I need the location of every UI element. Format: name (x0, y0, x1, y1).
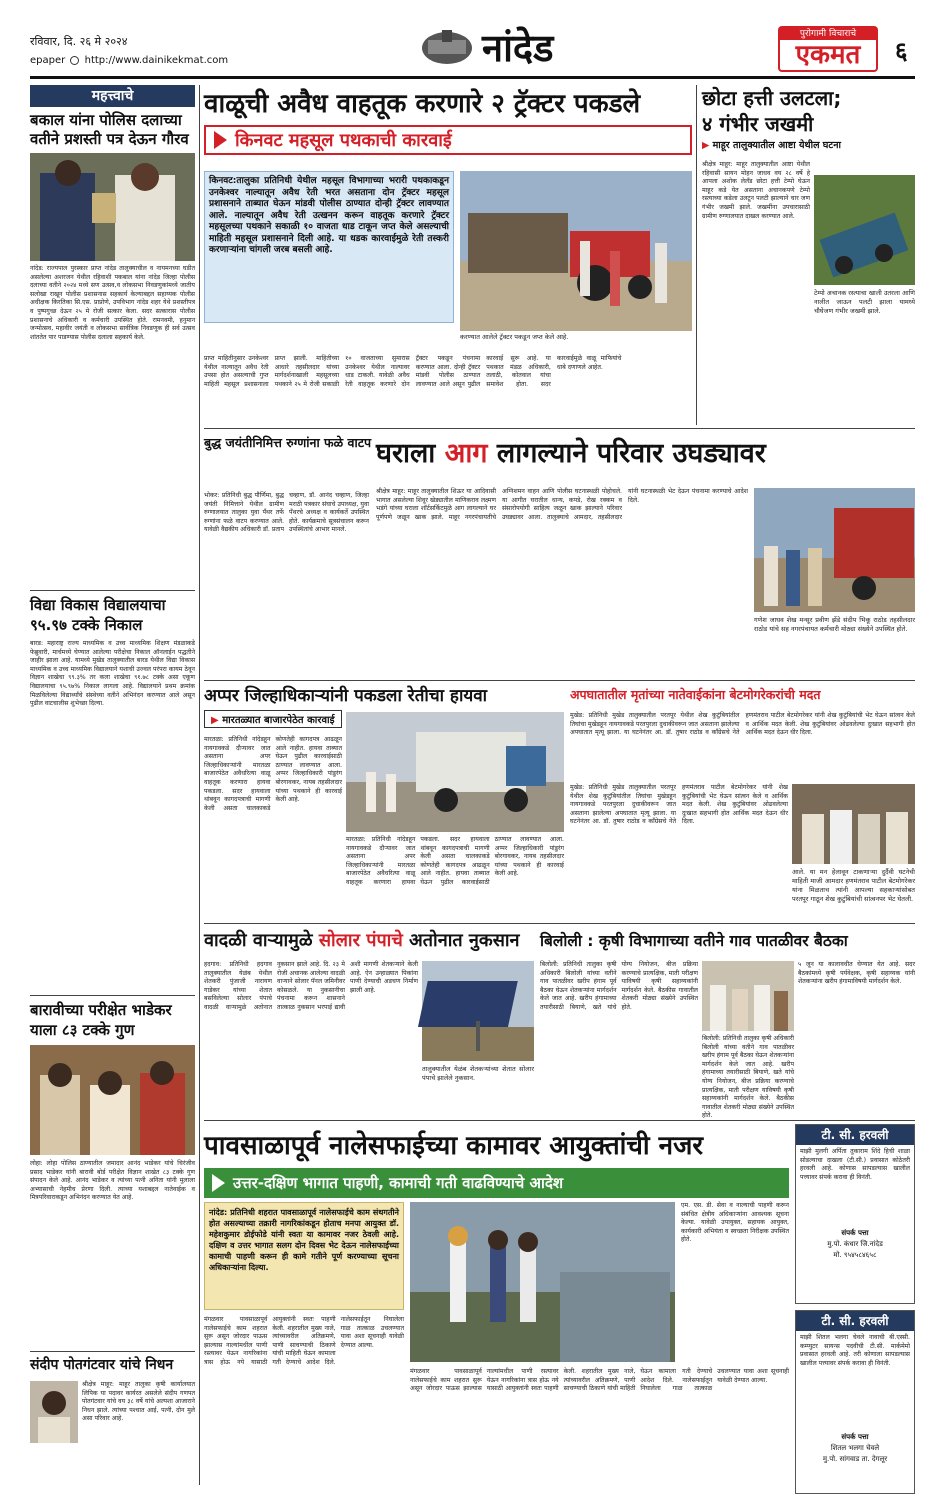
text-vidya-result: बारड: महाराष्ट्र राज्य माध्यमिक व उच्च माध्यमिक शिक्षण मंडळाकडे फेब्रुवारी, मार्चमध्ये घेण्यात आलेल्या परीक्षेचा निकाल ऑनलाईन पद्धतीने जाहीर झाला आहे. यामध्ये मुखेड तालुक्यातील बारड येथील विद्या विकास माध्यमिक व उच्च माध्यमिक विद्यालयाने यशाची उज्वल परंपरा कायम ठेवून विज्ञान शाखेचा ९९.३% तर कला शाखेचा ९१.७८ टक्के असा एकूण विद्यालयाचा ९५.९७% निकाल लागला आहे. विद्यालयाने प्रथम क्रमांक मिळविलेल्या विद्यार्थ्यांचे संस्थेच्या वतीने अभिनंदन करण्यात आले असून पुढील वाटचालीस शुभेच्छा दिल्या. (30, 640, 195, 708)
section-rule (204, 923, 915, 924)
column-rule (199, 85, 200, 1485)
lead-body: प्राप्त माहितीनुसार उनकेश्वर येथील नाल्यातून अवैध रेती उपसा होत असल्याची गुप्त माहिती महसूल प्रशासनाला प्राप्त झाली. माहितीच्या आधारे तहसीलदार यांच्या मार्गदर्शनाखाली महसूलच्या पथकाने २५ मे रोजी सकाळी १० वाजताच्या सुमारास उनकेश्वर येथील नाल्यावर धाड टाकली. यावेळी अवैध रेती वाहतूक करणारे दोन ट्रॅक्टर पकडून पंचनामा करण्यात आला. दोन्ही ट्रॅक्टर मांडवी पोलीस ठाण्यात लावण्यात आले असून पुढील कारवाई सुरू आहे. या पथकात मंडळ अधिकारी, तलाठी, कोतवाल यांचा समावेश होता. सदर कारवाईमुळे वाळू माफियांचे धाबे दणाणले आहेत. (204, 355, 622, 388)
photo-tempo (814, 175, 915, 285)
site-url: http://www.dainikekmat.com (84, 55, 229, 66)
classified-address: मु.पो. कंधार जि.नांदेड (827, 1240, 883, 1248)
text-biloli-2: बिलोली: प्रतिनिधी तालुका कृषी अधिकारी बिलोली यांच्या वतीने गाव पातळीवर खरीप हंगाम पूर्व बैठका घेऊन शेतकऱ्यांना मार्गदर्शन केले जात आहे. खरीप हंगामाच्या तयारीसाठी बियाणे, खते यांचे योग्य नियोजन, बीज प्रक्रिया करण्याचे प्रात्यक्षिक, माती परीक्षण याविषयी कृषी सहाय्यकांनी मार्गदर्शन केले. बैठकीस गावातील शेतकरी मोठ्या संख्येने उपस्थित होते. (702, 1035, 795, 1120)
text-solar: हदगाव: प्रतिनिधी हदगाव तालुक्यातील येळंब येथील शेतकरी पुंजाजी नारायण गाडेकर यांच्या शेतात बसविलेल्या सोलार पंपाचे वादळी वाऱ्यामुळे अतोनात नुकसान झाले आहे. दि. २३ मे रोजी अचानक आलेल्या वादळी वाऱ्याने सोलार पॅनल जमिनीवर कोसळले. या नुकसानीचा पंचनामा करून शासनाने तात्काळ नुकसान भरपाई द्यावी अशी मागणी शेतकऱ्याने केली आहे. ऐन उन्हाळ्यात पिकांना पाणी देण्याची अडचण निर्माण झाली आहे. (204, 961, 418, 1011)
headline-chhota-2: ४ गंभीर जखमी (702, 112, 814, 136)
section-rule (204, 680, 915, 681)
page-number: ६ (895, 37, 908, 65)
classified-tc-1 (795, 1124, 915, 1304)
text-chhota: श्रीक्षेत्र माहूर: माहूर तालुक्यातील आष्टा येथील रहिवासी सायन मोहन जाधव वय २८ वर्षे हे आपला अशोक लेलँड छोटा हत्ती टेम्पो घेऊन माहूर कडे येत असताना अचानकपणे टेम्पो रस्त्याच्या कडेला उलटून पलटी झाल्याने चार जण गंभीर जखमी झाले. जखमींना उपचारासाठी ग्रामीण रुग्णालयात दाखल करण्यात आले. (702, 161, 810, 220)
classified-contact: संपर्क पत्ता (841, 1229, 869, 1237)
text-sand-highwa-2: मारतळा: प्रतिनिधी नांदेडहून नायगावकडे दौऱ्यावर जात असताना अपर जिल्हाधिकाऱ्यांनी मारतळा बाजारपेठेत अवैधरित्या वाळू वाहतूक करणारा हायवा पकडला. सदर हायवाला थांबवून कागदपत्राची मागणी केली असता चालकाकडे कोणतेही कागदपत्र आढळून आले नाहीत. हायवा ताब्यात घेऊन पुढील कारवाईसाठी ठाण्यात लावण्यात आला. अप्पर जिल्हाधिकारी पांडुरंग बोरगावकर, नायब तहसीलदार यांच्या पथकाने ही कारवाई केली आहे. (346, 836, 564, 886)
classified-head: टी. सी. हरवली (796, 1125, 914, 1145)
text-fire: श्रीक्षेत्र माहूर: माहूर तालुक्यातील शिऊर या आदिवासी भागात असलेल्या शिवूर खेड्यातील माणिकराव लक्ष्मण भडंगे यांच्या घराला शॉर्टसर्किटमुळे आग लागल्याने घर पूर्णपणे जळून खाक झाले. माहूर नगरपंचायतीचे अग्निशमन वाहन आणि पोलीस घटनास्थळी पोहोचले. या आगीत घरातील धान्य, कपडे, रोख रक्कम व संसारोपयोगी साहित्य जळून खाक झाल्याने परिवार उघड्यावर आला. तालुक्याचे आमदार, तहसीलदार यांनी घटनास्थळी भेट देऊन पंचनामा करण्याचे आदेश दिले. (376, 488, 748, 521)
text-bhadekar: लोहा: लोहा पोलिस ठाण्यातील जमादार आनंद भाडेकर यांचे चिरंजीव प्रसाद भाडेकर यांनी बारावी बोर्ड परीक्षेत विज्ञान शाखेत ८३ टक्के गुण संपादन केले आहे. आनंद भाडेकर व त्यांच्या पत्नी अनिता यांनी मुलाला अभ्यासाची नेहमीच प्रेरणा दिली. त्याच्या यशाबद्दल नातेवाईक व मित्रपरिवाराकडून अभिनंदन करण्यात येत आहे. (30, 1160, 195, 1202)
headline-buddha: बुद्ध जयंतीनिमित्त रुग्णांना फळे वाटप (204, 435, 372, 450)
issue-date: रविवार, दि. २६ मे २०२४ (30, 35, 128, 48)
epaper-link[interactable] (30, 55, 228, 66)
photo-accident-aid (792, 784, 915, 864)
subhead-text: किनवट महसूल पथकाची कारवाई (235, 130, 452, 151)
subhead-nalesafai-text: उत्तर-दक्षिण भागात पाहणी, कामाची गती वाढविण्याचे आदेश (233, 1174, 564, 1192)
headline-fire-a: घराला (376, 438, 445, 469)
headline-sand-tractors: वाळूची अवैध वाहतूक करणारे २ ट्रॅक्टर पकडले (204, 89, 641, 119)
caption-accident-aid: आले. या मन हेलावून टाकणाऱ्या दुर्दैवी घटनेची माहिती माजी आमदार हणमंतराव पाटील बेटमोगरेकर यांना मिळताच त्यांनी आपल्या सहकाऱ्यांसोबत परतपूर गाठून शेख कुटुंबियांची सांत्वनपर भेट घेतली. (792, 868, 915, 903)
fire-story (376, 432, 915, 677)
photo-biloli (702, 961, 794, 1031)
headline-fire-c: लागल्याने परिवार उघड्यावर (487, 438, 766, 469)
classified-name: शितल भलगा चेवले (830, 1444, 880, 1452)
text-nalesafai-2: मंगळवार पावसाळापूर्व नालेसफाईचे काम शहरात सुरू असून जोरदार पाऊस झाल्यास नाल्यांमधील पाणी रस्त्यावर येऊन नागरिकांना त्रास होऊ नये यासाठी आयुक्तांनी स्वतः पाहणी केली. शहरातील मुख्य नाले, त्यांच्यावरील अतिक्रमणे, पाणी साचण्याची ठिकाणे यांची माहिती घेऊन कामाला गती देण्याचे आदेश दिले. नालेसफाईतून निघालेला गाळ तात्काळ उचलण्यात यावा अशा सूचनाही यावेळी देण्यात आल्या. (410, 1368, 789, 1393)
lead-story (204, 85, 692, 353)
headline-solar (204, 927, 534, 955)
classified-contact: संपर्क पत्ता (841, 1433, 869, 1441)
divider (30, 995, 195, 996)
arrow-icon: ▶ (702, 140, 710, 151)
caption-solar: तालुक्यातील येळंब शेतकऱ्यांच्या शेतात सोलार पंपाचे झालेले नुकसान. (422, 1065, 534, 1082)
headline-bhadekar: बारावीच्या परीक्षेत भाडेकर याला ८३ टक्के गुण (30, 1001, 172, 1039)
headline-fire-b: आग (444, 438, 488, 469)
headline-sand-highwa: अप्पर जिल्हाधिकाऱ्यांनी पकडला रेतीचा हायवा (204, 686, 488, 706)
caption-fire: गणेश जाधव शेख मन्सूर प्रवीण झेंडे संदीप भिकू राठोड तहसीलदार राठोड यांचे सह नगरपंचायत कर्मचारी मोठ्या संख्येने उपस्थित होते. (754, 616, 915, 633)
text-nalesafai: मंगळवार पावसाळापूर्व नालेसफाईचे काम शहरात सुरू असून जोरदार पाऊस झाल्यास नाल्यांमधील पाणी रस्त्यावर येऊन नागरिकांना त्रास होऊ नये यासाठी आयुक्तांनी स्वतः पाहणी केली. शहरातील मुख्य नाले, त्यांच्यावरील अतिक्रमणे, पाणी साचण्याची ठिकाणे यांची माहिती घेऊन कामाला गती देण्याचे आदेश दिले. नालेसफाईतून निघालेला गाळ तात्काळ उचलण्यात यावा अशा सूचनाही यावेळी देण्यात आल्या. (204, 1316, 404, 1366)
headline-biloli: बिलोली : कृषी विभागाच्या वतीने गाव पातळीवर बैठका (540, 932, 848, 950)
brand-logo: एकमत (795, 40, 861, 70)
chhota-hatti-story (702, 85, 915, 425)
text-obituary: श्रीक्षेत्र माहूर: माहूर तालुका कृषी कार्यालयात लिपिक या पदावर कार्यरत असलेले संदीप गणपत पोतगंटवार यांचे वय ३८ वर्षे यांचे अल्पशा आजाराने निधन झाले. त्यांच्या पश्चात आई, पत्नी, दोन मुले असा परिवार आहे. (82, 1381, 195, 1423)
masthead-rule (30, 76, 915, 79)
text-sand-highwa: मारतळा: प्रतिनिधी नांदेडहून नायगावकडे दौऱ्यावर जात असताना अपर जिल्हाधिकाऱ्यांनी मारतळा बाजारपेठेत अवैधरित्या वाळू वाहतूक करणारा हायवा पकडला. सदर हायवाला थांबवून कागदपत्राची मागणी केली असता चालकाकडे कोणतेही कागदपत्र आढळून आले नाहीत. हायवा ताब्यात घेऊन पुढील कारवाईसाठी ठाण्यात लावण्यात आला. अप्पर जिल्हाधिकारी पांडुरंग बोरगावकर, नायब तहसीलदार यांच्या पथकाने ही कारवाई केली आहे. (204, 736, 342, 812)
photo-solar (422, 961, 534, 1061)
subhead-martala-text: मारतळ्यात बाजारपेठेत कारवाई (222, 715, 335, 726)
text-accident-aid: मुखेड: प्रतिनिधी मुखेड तालुक्यातील परतपूर येथील शेख कुटुंबियांतील तिघांचा मुखेडहून नायगावकडे परतपुरला दुचाकीवरून जात असताना झालेल्या अपघातात मृत्यू झाला. या घटनेनंतर आ. डॉ. तुषार राठोड व काँग्रेसचे नेते हणमंतराव पाटील बेटमोगरेकर यांनी शेख कुटुंबियांची भेट घेऊन सांत्वन केले व आर्थिक मदत केली. शेख कुटुंबियांवर ओढवलेल्या दुःखात सहभागी होत आर्थिक मदत देऊन धीर दिला. (570, 712, 915, 737)
arrow-icon (214, 131, 227, 149)
masthead (0, 0, 945, 80)
photo-bhadekar (30, 1045, 195, 1155)
nalesafai-right: एम. एस. डी. सेवा व नाल्याची पाहणी करून संबंधित क्षेत्रीय अधिकाऱ्यांना आवश्यक सूचना केल्या. यावेळी उपायुक्त, सहायक आयुक्त, कार्यकारी अभियंता व स्वच्छता निरीक्षक उपस्थित होते. (681, 1202, 789, 1244)
caption-tractors: करण्यात आलेले ट्रॅक्टर पकडून जप्त केले आहे. (460, 333, 569, 341)
brand-tagline: पुरोगामी विचाराचे (780, 28, 876, 40)
section-label: महत्त्वाचे (30, 85, 195, 107)
subhead-martala (204, 710, 342, 728)
headline-solar-c: अतोनात नुकसान (402, 930, 520, 951)
nalesafai-intro: नांदेड: प्रतिनिधी शहरात पावसाळापूर्व नालेसफाईचे काम संथगतीने होत असल्याच्या तक्रारी नागरिकांकडून होताच मनपा आयुक्त डॉ. महेशकुमार डोईफोडे यांनी स्वतः या कामावर नजर ठेवली आहे. दक्षिण व उत्तर भागात सलग दोन दिवस भेट देऊन नालेसफाईच्या कामाची पाहणी करून ही कामे गतीने पूर्ण करण्याच्या सूचना अधिकाऱ्यांना दिल्या. (204, 1202, 404, 1310)
divider (30, 1351, 195, 1352)
city-emblem-icon (420, 26, 474, 66)
epaper-label: epaper (30, 55, 66, 66)
headline-obituary: संदीप पोतगंटवार यांचे निधन (30, 1357, 174, 1373)
headline-chhota-1: छोटा हत्ती उलटला; (702, 86, 842, 110)
solar-story (204, 927, 534, 1117)
classified-body: माझी शितल भलगा चेवले नावाची बी.एस्सी. कम्प्युटर सायन्स पदवीची टी.सी. मार्कमेमो प्रवासात हरवली आहे. तरी कोणाला सापडल्यास खालील पत्त्यावर संपर्क करावा ही विनंती. (800, 1334, 910, 1367)
headline-solar-a: वादळी वाऱ्यामुळे (204, 930, 319, 951)
photo-fire (754, 488, 915, 612)
divider (30, 590, 195, 591)
text-buddha: भोकर: प्रतिनिधी बुद्ध पौर्णिमा, बुद्ध जयंती निमित्ताने येथील ग्रामीण रुग्णालयात तालुका युवा पँथर तर्फे रुग्णांना फळे वाटप करण्यात आले. यावेळी वैद्यकीय अधिकारी डॉ. प्रताप चव्हाण, डॉ. आनंद चव्हाण, जिल्हा मराठी पत्रकार संघाचे उपाध्यक्ष, युवा पँथरचे अध्यक्ष व कार्यकर्ते उपस्थित होते. कार्यक्रमाचे सूत्रसंचालन करून उपस्थितांचे आभार मानले. (204, 492, 369, 534)
headline-police-honour: बकाल यांना पोलिस दलाच्या वतीने प्रशस्ती पत्र देऊन गौरव (30, 111, 189, 148)
headline-solar-b: सोलार पंपाचे (318, 930, 403, 951)
arrow-icon (212, 1174, 225, 1192)
accident-aid-story (570, 684, 915, 920)
section-rule (204, 1120, 915, 1121)
headline-fire (376, 432, 915, 476)
classified-body: माझी मुलगी अर्पिता तुकाराम शिंदे हिची शाळा सोडल्याचा दाखला (टी.सी.) प्रवासात कोठेतरी हरवली आहे. कोणास सापडल्यास खालील पत्त्यावर संपर्क करावा ही विनंती. (800, 1148, 910, 1181)
text-accident-aid-2: मुखेड: प्रतिनिधी मुखेड तालुक्यातील परतपूर येथील शेख कुटुंबियांतील तिघांचा मुखेडहून नायगावकडे परतपुरला दुचाकीवरून जात असताना झालेल्या अपघातात मृत्यू झाला. या घटनेनंतर आ. डॉ. तुषार राठोड व काँग्रेसचे नेते हणमंतराव पाटील बेटमोगरेकर यांनी शेख कुटुंबियांची भेट घेऊन सांत्वन केले व आर्थिक मदत केली. शेख कुटुंबियांवर ओढवलेल्या दुःखात सहभागी होत आर्थिक मदत देऊन धीर दिला. (570, 784, 788, 826)
column-rule (696, 85, 697, 425)
text-police-honour: नांदेड: राज्यपाल पुरस्कार प्राप्त नांदेड तालुक्याचील व नायमनच्या घडीत असलेल्या अशरजन येथील रहिवाशी पकबाल यांना नांदेड जिल्हा पोलीस दलाच्या वतीने २०२४ मध्ये सण उत्सव,व लोकसभा निवडणुकांमध्ये जातीय सलोखा राखून पोलीस प्रशासनास सहकार्य केल्याबद्दल सहाय्यक पोलीस अधीक्षक किरतिका सि.एस. प्राप्रोणे, उपविभाग नांदेड शहर येथे प्रशस्तीपत्र व पुष्पगुच्छ देऊन २५ मे रोजी सत्कार केला. सदर सत्कारास पोलीस प्रशासनाचे अधिकारी व कर्मचारी उपस्थित होते. रामनवमी, हनुमान जन्मोत्सव, महावीर जयंती व लोकसभा सार्वत्रिक निवडणूक ही सर्व उत्सव शांततेत पार पाडण्यास पोलीस दलाला सहकार्य केले. (30, 265, 195, 341)
headline-nalesafai: पावसाळापूर्व नालेसफाईच्या कामावर आयुक्तांची नजर (204, 1131, 704, 1161)
subhead-chhota (702, 139, 915, 153)
sand-highwa-story (204, 684, 564, 920)
city-title: नांदेड (482, 26, 554, 70)
photo-highwa (346, 712, 564, 832)
headline-vidya-result: विद्या विकास विद्यालयाचा ९५.९७ टक्के निकाल (30, 596, 166, 634)
biloli-story (540, 927, 915, 1120)
caption-tempo: टेम्पो अचानक रस्त्याचा खाली उतरला आणि नालीत जाऊन पलटी झाला यामध्ये चौघेजण गंभीर जखमी झाले. (814, 289, 915, 315)
photo-nalesafai (410, 1202, 675, 1362)
headline-accident-aid: अपघातातील मृतांच्या नातेवाईकांना बेटमोगरेकरांची मदत (570, 687, 821, 702)
section-rule (204, 428, 915, 429)
left-column (30, 85, 195, 1485)
classified-phone: मो. ९५४५८४६५८ (833, 1251, 877, 1259)
subhead-chhota-text: माहूर तालुक्यातील आष्टा येथील घटना (712, 140, 841, 151)
brand-box (778, 26, 878, 72)
classified-tc-2 (795, 1310, 915, 1494)
lead-intro: किनवट:तालुका प्रतिनिधी येथील महसूल विभागाच्या भरारी पथकाकडून उनकेश्वर नाल्यातून अवैध रेती भरत असताना दोन ट्रॅक्टर महसूल प्रशासनाने ताब्यात घेऊन मांडवी पोलीस ठाण्यात दोन्ही ट्रॅक्टर लावण्यात आले. नाल्यातून अवैध रेती उत्खनन करून वाहतूक करणारे ट्रॅक्टर महसूलच्या पथकाने सकाळी १० वाजता धाड टाकून जप्त केले असल्याची माहिती महसूल प्रशासनाने दिली आहे. या धडक कारवाईमुळे रेती तस्करी करणाऱ्यांना चांगली जरब बसली आहे. (204, 171, 454, 323)
buddha-story (204, 432, 372, 677)
subhead-nalesafai (204, 1168, 789, 1198)
classified-head: टी. सी. हरवली (796, 1311, 914, 1331)
classified-address: मु.पो. सांगवाड ता. देगलूर (822, 1455, 888, 1463)
nalesafai-story (204, 1124, 789, 1494)
subhead-kinwat (204, 125, 692, 155)
caption-biloli: ५ जून या कालावधीत घेण्यात येत आहे. सदर बैठकांमध्ये कृषी पर्यवेक्षक, कृषी सहाय्यक यांनी शेतकऱ्यांना खरीप हंगामाविषयी मार्गदर्शन केले. (798, 961, 915, 986)
photo-police-honour (30, 153, 195, 261)
photo-tractors (460, 171, 692, 331)
globe-icon (70, 56, 79, 65)
photo-obituary (30, 1381, 78, 1443)
arrow-icon: ▶ (211, 715, 219, 726)
text-biloli: बिलोली: प्रतिनिधी तालुका कृषी अधिकारी बिलोली यांच्या वतीने गाव पातळीवर खरीप हंगाम पूर्व बैठका घेऊन शेतकऱ्यांना मार्गदर्शन केले जात आहे. खरीप हंगामाच्या तयारीसाठी बियाणे, खते यांचे योग्य नियोजन, बीज प्रक्रिया करण्याचे प्रात्यक्षिक, माती परीक्षण याविषयी कृषी सहाय्यकांनी मार्गदर्शन केले. बैठकीस गावातील शेतकरी मोठ्या संख्येने उपस्थित होते. (540, 961, 698, 1011)
